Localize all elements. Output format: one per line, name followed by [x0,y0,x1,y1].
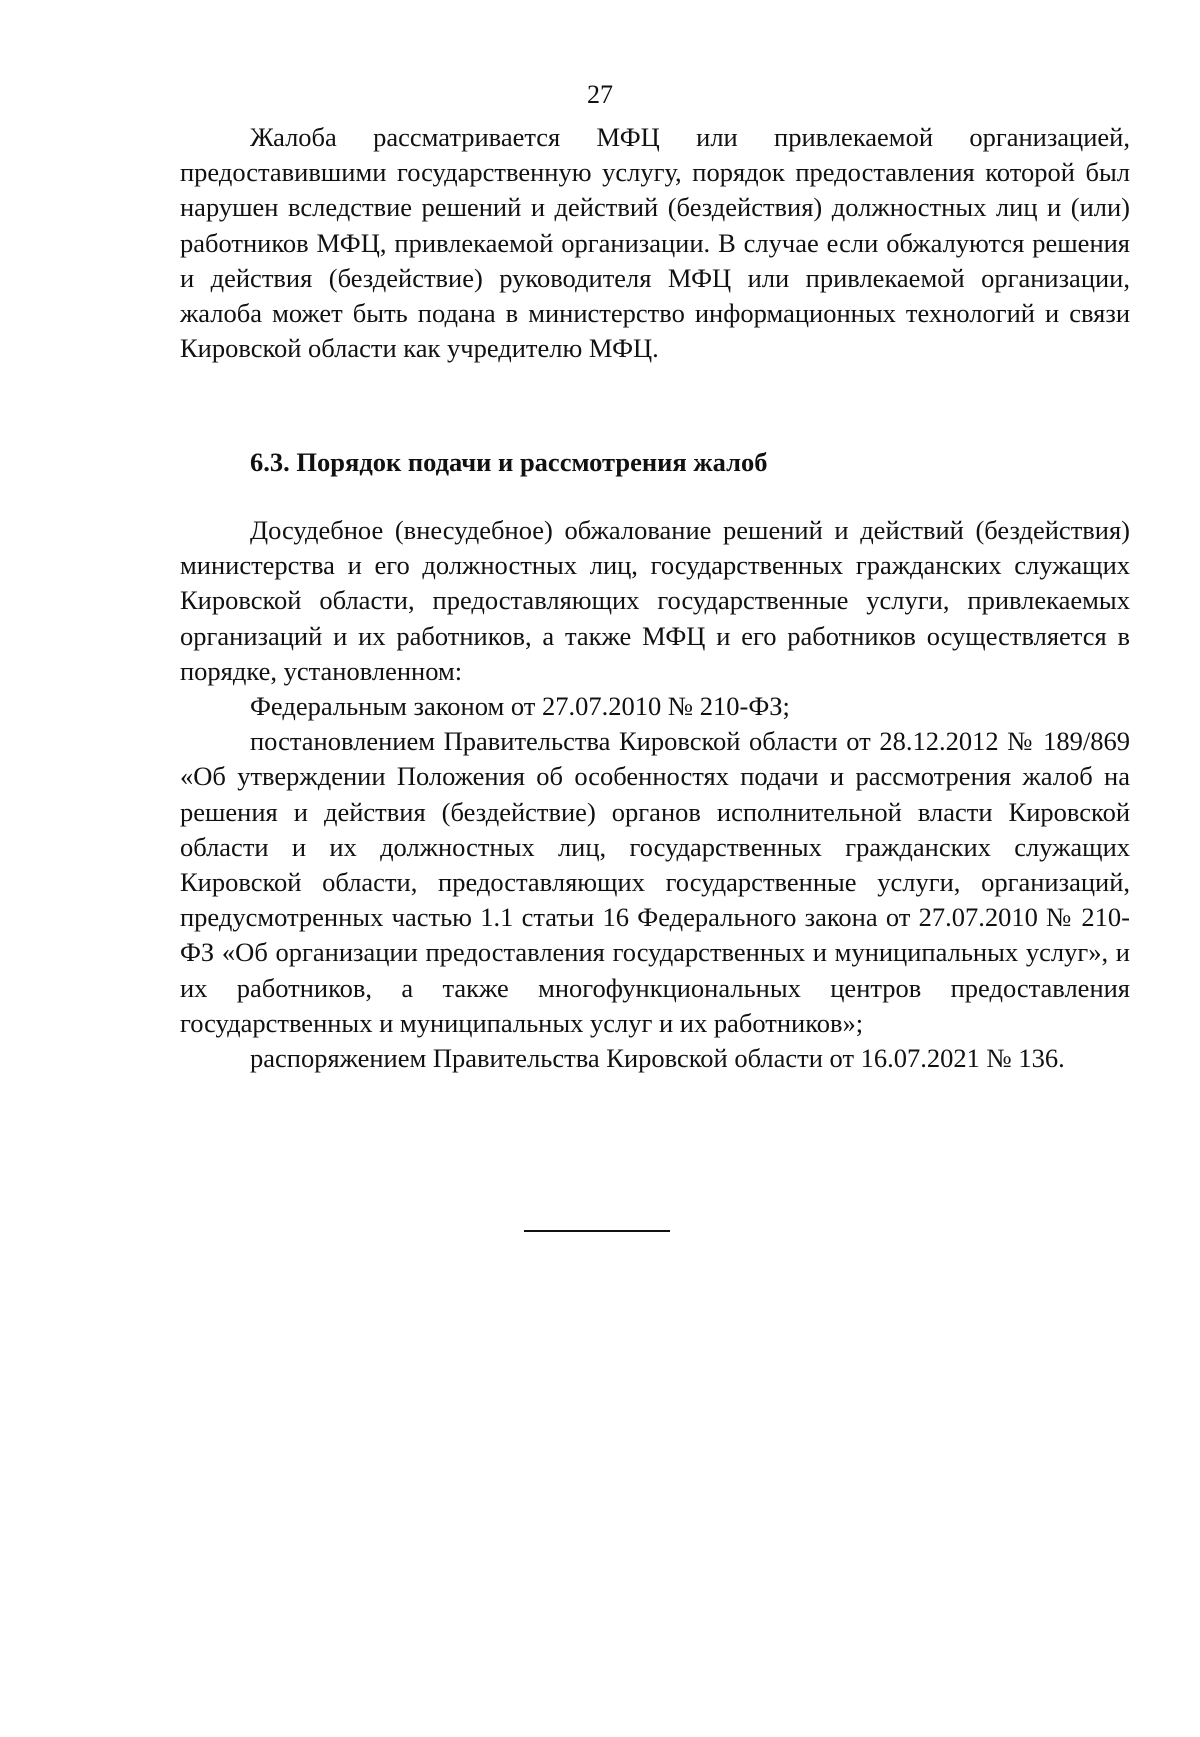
complaint-review-text [180,120,1130,366]
paragraph-government-order: распоряжением Правительства Кировской области от 16.07.2021 № 136. [250,1043,1065,1074]
paragraph-complaint-review: Жалоба рассматривается МФЦ или привлекаемой организацией, предоставившими государственную услугу, порядок предоставления которой был нарушен вследствие решений и действий (бездействия) должностных лиц и (или) работников МФЦ, привлекаемой организации. В случае если обжалуются решения и действия (бездействие) руководителя МФЦ или привлекаемой организации, жалоба может быть подана в министерство информационных технологий и связи Кировской области как учредителю МФЦ. [180,122,1130,364]
paragraph-federal-law: Федеральным законом от 27.07.2010 № 210-ФЗ; [250,691,790,722]
section-heading: 6.3. Порядок подачи и рассмотрения жалоб [250,447,768,477]
page-number: 27 [587,80,613,109]
section-body [180,513,1130,1076]
paragraph-government-resolution: постановлением Правительства Кировской области от 28.12.2012 № 189/869 «Об утверждении Положения об особенностях подачи и рассмотрения жалоб на решения и действия (бездействие) органов исполнительной власти Кировской области и их должностных лиц, государственных гражданских служащих Кировской области, предоставляющих государственные услуги, организаций, предусмотренных частью 1.1 статьи 16 Федерального закона от 27.07.2010 № 210-ФЗ «Об организации предоставления государственных и муниципальных услуг», и их работников, а также многофункциональных центров предоставления государственных и муниципальных услуг и их работников»; [180,726,1130,1038]
end-of-document-rule [524,1230,670,1232]
paragraph-appeal-procedure: Досудебное (внесудебное) обжалование решений и действий (бездействия) министерства и его должностных лиц, государственных гражданских служащих Кировской области, предоставляющих государственные услуги, привлекаемых организаций и их работников, а также МФЦ и его работников осуществляется в порядке, установленном: [180,515,1130,686]
